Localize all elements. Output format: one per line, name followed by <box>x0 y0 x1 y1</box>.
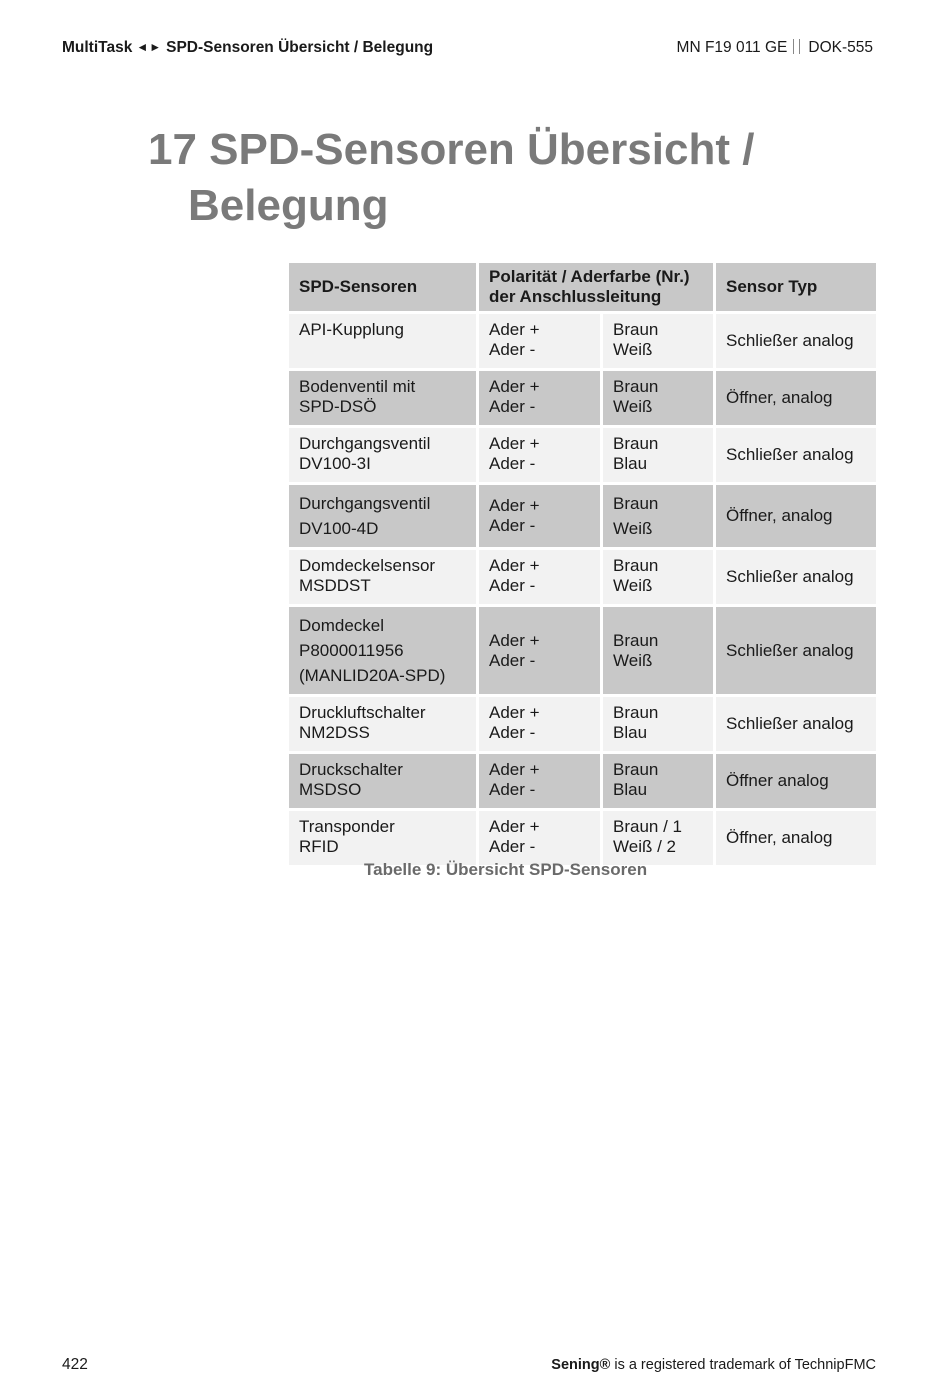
cell-color: Braun Weiß <box>603 314 713 368</box>
cell-polarity: Ader + Ader - <box>479 607 600 694</box>
chapter-title <box>148 122 848 234</box>
cell-polarity: Ader + Ader - <box>479 550 600 604</box>
table-row <box>289 754 876 808</box>
chapter-title-line1: 17 SPD-Sensoren Übersicht / <box>148 125 755 174</box>
cell-color: Braun Weiß <box>603 371 713 425</box>
cell-color: Braun Blau <box>603 754 713 808</box>
sensor-table <box>286 260 879 868</box>
header-sensor: SPD-Sensoren <box>289 263 476 311</box>
cell-sensor: Transponder RFID <box>289 811 476 865</box>
cell-type: Schließer analog <box>716 550 876 604</box>
cell-color: Braun Blau <box>603 697 713 751</box>
running-header-right <box>677 39 873 57</box>
header-polarity <box>479 263 713 311</box>
cell-color: Braun Blau <box>603 428 713 482</box>
table-header-row <box>289 263 876 311</box>
cell-type: Schließer analog <box>716 607 876 694</box>
cell-polarity: Ader + Ader - <box>479 314 600 368</box>
running-header-left <box>62 39 433 57</box>
footer-trademark-text: is a registered trademark of TechnipFMC <box>614 1357 876 1373</box>
page-number: 422 <box>62 1356 88 1373</box>
cell-sensor: Domdeckelsensor MSDDST <box>289 550 476 604</box>
table-row <box>289 607 876 694</box>
header-doc-code: MN F19 011 GE <box>676 39 788 56</box>
cell-sensor: Druckschalter MSDSO <box>289 754 476 808</box>
table-row <box>289 314 876 368</box>
cell-polarity: Ader + Ader - <box>479 754 600 808</box>
cell-polarity: Ader + Ader - <box>479 371 600 425</box>
header-doc-number: DOK-555 <box>808 39 873 56</box>
cell-polarity: Ader + Ader - <box>479 811 600 865</box>
cell-color: Braun / 1 Weiß / 2 <box>603 811 713 865</box>
chapter-title-line2: Belegung <box>188 181 389 230</box>
cell-type: Öffner, analog <box>716 811 876 865</box>
table-row <box>289 550 876 604</box>
cell-color: Braun Weiß <box>603 485 713 547</box>
cell-sensor: Durchgangsventil DV100-4D <box>289 485 476 547</box>
cell-polarity: Ader + Ader - <box>479 697 600 751</box>
table-caption: Tabelle 9: Übersicht SPD-Sensoren <box>364 860 648 879</box>
table-row <box>289 428 876 482</box>
cell-type: Öffner, analog <box>716 485 876 547</box>
nav-arrows-icon: ◄► <box>136 40 163 54</box>
cell-sensor: API-Kupplung <box>289 314 476 368</box>
table-row <box>289 485 876 547</box>
header-type: Sensor Typ <box>716 263 876 311</box>
footer-trademark <box>551 1357 876 1373</box>
header-polarity-line1: Polarität / Aderfarbe (Nr.) <box>489 267 690 286</box>
cell-polarity: Ader + Ader - <box>479 485 600 547</box>
cell-type: Öffner, analog <box>716 371 876 425</box>
header-product: MultiTask <box>62 39 133 56</box>
table-row <box>289 811 876 865</box>
header-section: SPD-Sensoren Übersicht / Belegung <box>166 39 434 56</box>
cell-sensor: Durchgangsventil DV100-3I <box>289 428 476 482</box>
header-separator <box>793 39 800 54</box>
cell-type: Schließer analog <box>716 697 876 751</box>
cell-type: Schließer analog <box>716 314 876 368</box>
table-row <box>289 697 876 751</box>
cell-type: Schließer analog <box>716 428 876 482</box>
cell-sensor: Bodenventil mit SPD-DSÖ <box>289 371 476 425</box>
footer-brand: Sening® <box>551 1357 611 1373</box>
cell-color: Braun Weiß <box>603 607 713 694</box>
cell-color: Braun Weiß <box>603 550 713 604</box>
cell-polarity: Ader + Ader - <box>479 428 600 482</box>
table-row <box>289 371 876 425</box>
cell-sensor: Domdeckel P8000011956 (MANLID20A-SPD) <box>289 607 476 694</box>
header-polarity-line2: der Anschlussleitung <box>489 287 662 306</box>
cell-sensor: Druckluftschalter NM2DSS <box>289 697 476 751</box>
cell-type: Öffner analog <box>716 754 876 808</box>
